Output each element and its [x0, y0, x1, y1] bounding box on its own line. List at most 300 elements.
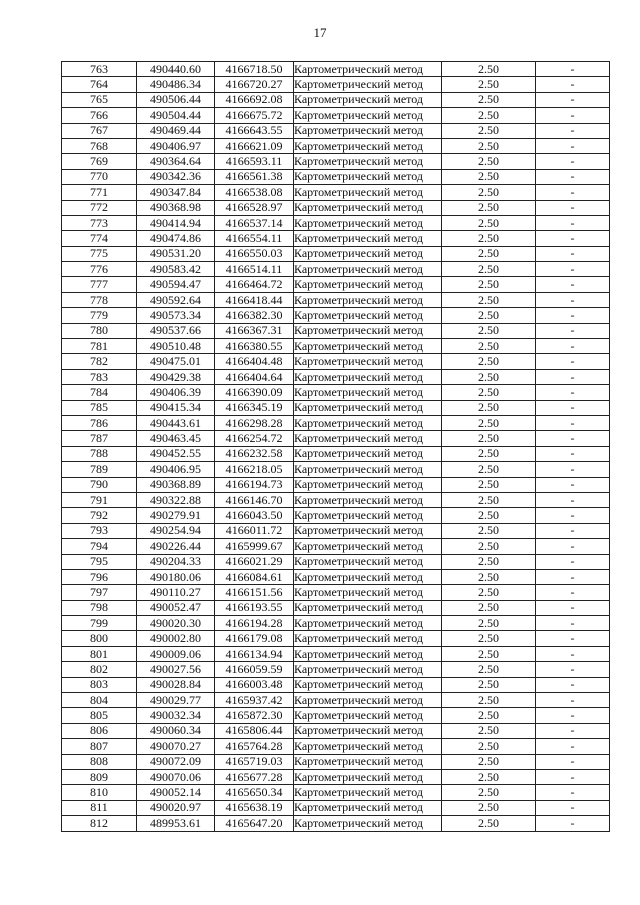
point-number-cell: 802	[62, 662, 137, 677]
table-row	[62, 523, 610, 538]
note-cell: -	[536, 723, 610, 738]
point-number-cell: 765	[62, 92, 137, 107]
method-cell: Картометрический метод	[294, 462, 442, 477]
y-coordinate-cell: 4166084.61	[215, 569, 294, 584]
point-number-cell: 785	[62, 400, 137, 415]
method-cell: Картометрический метод	[294, 492, 442, 507]
y-coordinate-cell: 4165650.34	[215, 785, 294, 800]
point-number-cell: 801	[62, 646, 137, 661]
point-number-cell: 807	[62, 739, 137, 754]
x-coordinate-cell: 490110.27	[137, 585, 215, 600]
y-coordinate-cell: 4166218.05	[215, 462, 294, 477]
accuracy-cell: 2.50	[442, 477, 536, 492]
y-coordinate-cell: 4166179.08	[215, 631, 294, 646]
method-cell: Картометрический метод	[294, 508, 442, 523]
accuracy-cell: 2.50	[442, 723, 536, 738]
table-row	[62, 739, 610, 754]
method-cell: Картометрический метод	[294, 215, 442, 230]
method-cell: Картометрический метод	[294, 646, 442, 661]
accuracy-cell: 2.50	[442, 769, 536, 784]
x-coordinate-cell: 490406.39	[137, 385, 215, 400]
accuracy-cell: 2.50	[442, 62, 536, 77]
accuracy-cell: 2.50	[442, 231, 536, 246]
table-row	[62, 646, 610, 661]
point-number-cell: 812	[62, 816, 137, 831]
table-row	[62, 769, 610, 784]
x-coordinate-cell: 490020.97	[137, 800, 215, 815]
x-coordinate-cell: 490463.45	[137, 431, 215, 446]
table-row	[62, 492, 610, 507]
y-coordinate-cell: 4166059.59	[215, 662, 294, 677]
table-row	[62, 446, 610, 461]
method-cell: Картометрический метод	[294, 108, 442, 123]
accuracy-cell: 2.50	[442, 539, 536, 554]
accuracy-cell: 2.50	[442, 600, 536, 615]
note-cell: -	[536, 477, 610, 492]
x-coordinate-cell: 490414.94	[137, 215, 215, 230]
method-cell: Картометрический метод	[294, 816, 442, 831]
accuracy-cell: 2.50	[442, 123, 536, 138]
y-coordinate-cell: 4165677.28	[215, 769, 294, 784]
point-number-cell: 783	[62, 369, 137, 384]
y-coordinate-cell: 4166390.09	[215, 385, 294, 400]
note-cell: -	[536, 138, 610, 153]
note-cell: -	[536, 246, 610, 261]
table-row	[62, 754, 610, 769]
x-coordinate-cell: 490537.66	[137, 323, 215, 338]
table-row	[62, 723, 610, 738]
x-coordinate-cell: 490322.88	[137, 492, 215, 507]
note-cell: -	[536, 554, 610, 569]
x-coordinate-cell: 490060.34	[137, 723, 215, 738]
y-coordinate-cell: 4165719.03	[215, 754, 294, 769]
accuracy-cell: 2.50	[442, 693, 536, 708]
accuracy-cell: 2.50	[442, 215, 536, 230]
x-coordinate-cell: 490029.77	[137, 693, 215, 708]
method-cell: Картометрический метод	[294, 708, 442, 723]
table-row	[62, 569, 610, 584]
y-coordinate-cell: 4165999.67	[215, 539, 294, 554]
table-row	[62, 323, 610, 338]
point-number-cell: 809	[62, 769, 137, 784]
x-coordinate-cell: 490474.86	[137, 231, 215, 246]
y-coordinate-cell: 4166003.48	[215, 677, 294, 692]
method-cell: Картометрический метод	[294, 739, 442, 754]
x-coordinate-cell: 490070.27	[137, 739, 215, 754]
table-row	[62, 508, 610, 523]
y-coordinate-cell: 4166380.55	[215, 339, 294, 354]
note-cell: -	[536, 108, 610, 123]
point-number-cell: 764	[62, 77, 137, 92]
point-number-cell: 763	[62, 62, 137, 77]
table-row	[62, 62, 610, 77]
y-coordinate-cell: 4166134.94	[215, 646, 294, 661]
method-cell: Картометрический метод	[294, 323, 442, 338]
x-coordinate-cell: 490009.06	[137, 646, 215, 661]
point-number-cell: 781	[62, 339, 137, 354]
y-coordinate-cell: 4166367.31	[215, 323, 294, 338]
note-cell: -	[536, 523, 610, 538]
table-row	[62, 477, 610, 492]
accuracy-cell: 2.50	[442, 385, 536, 400]
method-cell: Картометрический метод	[294, 539, 442, 554]
accuracy-cell: 2.50	[442, 77, 536, 92]
x-coordinate-cell: 490020.30	[137, 616, 215, 631]
x-coordinate-cell: 490592.64	[137, 292, 215, 307]
coordinates-table-body	[62, 62, 610, 832]
note-cell: -	[536, 616, 610, 631]
accuracy-cell: 2.50	[442, 816, 536, 831]
x-coordinate-cell: 490226.44	[137, 539, 215, 554]
table-row	[62, 600, 610, 615]
note-cell: -	[536, 631, 610, 646]
accuracy-cell: 2.50	[442, 138, 536, 153]
table-row	[62, 215, 610, 230]
accuracy-cell: 2.50	[442, 169, 536, 184]
y-coordinate-cell: 4166404.48	[215, 354, 294, 369]
y-coordinate-cell: 4166718.50	[215, 62, 294, 77]
note-cell: -	[536, 123, 610, 138]
table-row	[62, 354, 610, 369]
accuracy-cell: 2.50	[442, 308, 536, 323]
point-number-cell: 792	[62, 508, 137, 523]
accuracy-cell: 2.50	[442, 646, 536, 661]
accuracy-cell: 2.50	[442, 492, 536, 507]
y-coordinate-cell: 4166151.56	[215, 585, 294, 600]
note-cell: -	[536, 354, 610, 369]
note-cell: -	[536, 785, 610, 800]
note-cell: -	[536, 323, 610, 338]
table-row	[62, 785, 610, 800]
method-cell: Картометрический метод	[294, 385, 442, 400]
point-number-cell: 774	[62, 231, 137, 246]
x-coordinate-cell: 490531.20	[137, 246, 215, 261]
method-cell: Картометрический метод	[294, 77, 442, 92]
point-number-cell: 772	[62, 200, 137, 215]
note-cell: -	[536, 708, 610, 723]
y-coordinate-cell: 4166193.55	[215, 600, 294, 615]
y-coordinate-cell: 4166528.97	[215, 200, 294, 215]
y-coordinate-cell: 4166514.11	[215, 262, 294, 277]
method-cell: Картометрический метод	[294, 800, 442, 815]
table-row	[62, 108, 610, 123]
point-number-cell: 779	[62, 308, 137, 323]
y-coordinate-cell: 4166720.27	[215, 77, 294, 92]
table-row	[62, 308, 610, 323]
point-number-cell: 768	[62, 138, 137, 153]
method-cell: Картометрический метод	[294, 200, 442, 215]
method-cell: Картометрический метод	[294, 415, 442, 430]
accuracy-cell: 2.50	[442, 354, 536, 369]
note-cell: -	[536, 369, 610, 384]
accuracy-cell: 2.50	[442, 369, 536, 384]
point-number-cell: 771	[62, 185, 137, 200]
x-coordinate-cell: 490440.60	[137, 62, 215, 77]
note-cell: -	[536, 292, 610, 307]
x-coordinate-cell: 490443.61	[137, 415, 215, 430]
note-cell: -	[536, 754, 610, 769]
y-coordinate-cell: 4165937.42	[215, 693, 294, 708]
x-coordinate-cell: 490279.91	[137, 508, 215, 523]
note-cell: -	[536, 154, 610, 169]
method-cell: Картометрический метод	[294, 677, 442, 692]
note-cell: -	[536, 646, 610, 661]
table-row	[62, 231, 610, 246]
table-row	[62, 415, 610, 430]
method-cell: Картометрический метод	[294, 154, 442, 169]
x-coordinate-cell: 490052.14	[137, 785, 215, 800]
accuracy-cell: 2.50	[442, 431, 536, 446]
x-coordinate-cell: 490204.33	[137, 554, 215, 569]
accuracy-cell: 2.50	[442, 246, 536, 261]
point-number-cell: 789	[62, 462, 137, 477]
method-cell: Картометрический метод	[294, 292, 442, 307]
method-cell: Картометрический метод	[294, 246, 442, 261]
method-cell: Картометрический метод	[294, 277, 442, 292]
y-coordinate-cell: 4166593.11	[215, 154, 294, 169]
note-cell: -	[536, 800, 610, 815]
accuracy-cell: 2.50	[442, 200, 536, 215]
method-cell: Картометрический метод	[294, 446, 442, 461]
point-number-cell: 804	[62, 693, 137, 708]
y-coordinate-cell: 4166561.38	[215, 169, 294, 184]
method-cell: Картометрический метод	[294, 185, 442, 200]
method-cell: Картометрический метод	[294, 569, 442, 584]
table-row	[62, 154, 610, 169]
accuracy-cell: 2.50	[442, 400, 536, 415]
y-coordinate-cell: 4166254.72	[215, 431, 294, 446]
x-coordinate-cell: 490406.97	[137, 138, 215, 153]
method-cell: Картометрический метод	[294, 477, 442, 492]
method-cell: Картометрический метод	[294, 693, 442, 708]
note-cell: -	[536, 462, 610, 477]
table-row	[62, 708, 610, 723]
method-cell: Картометрический метод	[294, 523, 442, 538]
note-cell: -	[536, 739, 610, 754]
method-cell: Картометрический метод	[294, 554, 442, 569]
method-cell: Картометрический метод	[294, 754, 442, 769]
accuracy-cell: 2.50	[442, 585, 536, 600]
accuracy-cell: 2.50	[442, 800, 536, 815]
y-coordinate-cell: 4166643.55	[215, 123, 294, 138]
accuracy-cell: 2.50	[442, 754, 536, 769]
x-coordinate-cell: 490070.06	[137, 769, 215, 784]
method-cell: Картометрический метод	[294, 308, 442, 323]
accuracy-cell: 2.50	[442, 262, 536, 277]
accuracy-cell: 2.50	[442, 554, 536, 569]
y-coordinate-cell: 4166146.70	[215, 492, 294, 507]
accuracy-cell: 2.50	[442, 446, 536, 461]
note-cell: -	[536, 769, 610, 784]
table-row	[62, 369, 610, 384]
x-coordinate-cell: 490027.56	[137, 662, 215, 677]
method-cell: Картометрический метод	[294, 369, 442, 384]
accuracy-cell: 2.50	[442, 185, 536, 200]
accuracy-cell: 2.50	[442, 631, 536, 646]
table-row	[62, 554, 610, 569]
note-cell: -	[536, 662, 610, 677]
method-cell: Картометрический метод	[294, 231, 442, 246]
point-number-cell: 790	[62, 477, 137, 492]
y-coordinate-cell: 4166194.73	[215, 477, 294, 492]
table-row	[62, 462, 610, 477]
point-number-cell: 773	[62, 215, 137, 230]
point-number-cell: 798	[62, 600, 137, 615]
note-cell: -	[536, 308, 610, 323]
point-number-cell: 808	[62, 754, 137, 769]
y-coordinate-cell: 4165647.20	[215, 816, 294, 831]
x-coordinate-cell: 490028.84	[137, 677, 215, 692]
table-row	[62, 585, 610, 600]
y-coordinate-cell: 4165872.30	[215, 708, 294, 723]
note-cell: -	[536, 339, 610, 354]
table-row	[62, 631, 610, 646]
method-cell: Картометрический метод	[294, 339, 442, 354]
y-coordinate-cell: 4166011.72	[215, 523, 294, 538]
table-row	[62, 200, 610, 215]
y-coordinate-cell: 4165638.19	[215, 800, 294, 815]
note-cell: -	[536, 693, 610, 708]
note-cell: -	[536, 62, 610, 77]
point-number-cell: 803	[62, 677, 137, 692]
accuracy-cell: 2.50	[442, 108, 536, 123]
note-cell: -	[536, 200, 610, 215]
table-row	[62, 816, 610, 831]
table-row	[62, 277, 610, 292]
note-cell: -	[536, 277, 610, 292]
x-coordinate-cell: 490406.95	[137, 462, 215, 477]
method-cell: Картометрический метод	[294, 354, 442, 369]
note-cell: -	[536, 262, 610, 277]
x-coordinate-cell: 490504.44	[137, 108, 215, 123]
x-coordinate-cell: 490469.44	[137, 123, 215, 138]
x-coordinate-cell: 490368.89	[137, 477, 215, 492]
y-coordinate-cell: 4166675.72	[215, 108, 294, 123]
y-coordinate-cell: 4166538.08	[215, 185, 294, 200]
point-number-cell: 784	[62, 385, 137, 400]
accuracy-cell: 2.50	[442, 415, 536, 430]
point-number-cell: 776	[62, 262, 137, 277]
point-number-cell: 770	[62, 169, 137, 184]
point-number-cell: 795	[62, 554, 137, 569]
point-number-cell: 769	[62, 154, 137, 169]
point-number-cell: 777	[62, 277, 137, 292]
accuracy-cell: 2.50	[442, 739, 536, 754]
accuracy-cell: 2.50	[442, 508, 536, 523]
y-coordinate-cell: 4166021.29	[215, 554, 294, 569]
table-row	[62, 800, 610, 815]
y-coordinate-cell: 4166194.28	[215, 616, 294, 631]
method-cell: Картометрический метод	[294, 92, 442, 107]
method-cell: Картометрический метод	[294, 62, 442, 77]
x-coordinate-cell: 490002.80	[137, 631, 215, 646]
note-cell: -	[536, 215, 610, 230]
page-number: 17	[313, 25, 327, 40]
x-coordinate-cell: 490506.44	[137, 92, 215, 107]
method-cell: Картометрический метод	[294, 769, 442, 784]
accuracy-cell: 2.50	[442, 569, 536, 584]
point-number-cell: 778	[62, 292, 137, 307]
x-coordinate-cell: 490254.94	[137, 523, 215, 538]
method-cell: Картометрический метод	[294, 262, 442, 277]
point-number-cell: 775	[62, 246, 137, 261]
table-row	[62, 339, 610, 354]
accuracy-cell: 2.50	[442, 323, 536, 338]
y-coordinate-cell: 4166298.28	[215, 415, 294, 430]
note-cell: -	[536, 569, 610, 584]
point-number-cell: 794	[62, 539, 137, 554]
method-cell: Картометрический метод	[294, 662, 442, 677]
x-coordinate-cell: 490052.47	[137, 600, 215, 615]
table-row	[62, 77, 610, 92]
table-row	[62, 185, 610, 200]
table-row	[62, 677, 610, 692]
table-row	[62, 262, 610, 277]
y-coordinate-cell: 4165764.28	[215, 739, 294, 754]
note-cell: -	[536, 677, 610, 692]
y-coordinate-cell: 4166621.09	[215, 138, 294, 153]
point-number-cell: 796	[62, 569, 137, 584]
note-cell: -	[536, 431, 610, 446]
point-number-cell: 787	[62, 431, 137, 446]
point-number-cell: 797	[62, 585, 137, 600]
x-coordinate-cell: 490032.34	[137, 708, 215, 723]
point-number-cell: 782	[62, 354, 137, 369]
y-coordinate-cell: 4166418.44	[215, 292, 294, 307]
x-coordinate-cell: 490573.34	[137, 308, 215, 323]
table-row	[62, 246, 610, 261]
note-cell: -	[536, 185, 610, 200]
note-cell: -	[536, 92, 610, 107]
y-coordinate-cell: 4165806.44	[215, 723, 294, 738]
x-coordinate-cell: 490368.98	[137, 200, 215, 215]
note-cell: -	[536, 385, 610, 400]
method-cell: Картометрический метод	[294, 631, 442, 646]
accuracy-cell: 2.50	[442, 277, 536, 292]
table-row	[62, 169, 610, 184]
x-coordinate-cell: 490429.38	[137, 369, 215, 384]
accuracy-cell: 2.50	[442, 708, 536, 723]
method-cell: Картометрический метод	[294, 138, 442, 153]
x-coordinate-cell: 490415.34	[137, 400, 215, 415]
x-coordinate-cell: 490452.55	[137, 446, 215, 461]
coordinates-table	[61, 61, 610, 832]
accuracy-cell: 2.50	[442, 462, 536, 477]
table-row	[62, 431, 610, 446]
accuracy-cell: 2.50	[442, 154, 536, 169]
y-coordinate-cell: 4166345.19	[215, 400, 294, 415]
table-row	[62, 400, 610, 415]
note-cell: -	[536, 415, 610, 430]
point-number-cell: 766	[62, 108, 137, 123]
point-number-cell: 793	[62, 523, 137, 538]
table-row	[62, 662, 610, 677]
method-cell: Картометрический метод	[294, 785, 442, 800]
note-cell: -	[536, 400, 610, 415]
y-coordinate-cell: 4166550.03	[215, 246, 294, 261]
point-number-cell: 806	[62, 723, 137, 738]
note-cell: -	[536, 492, 610, 507]
x-coordinate-cell: 490583.42	[137, 262, 215, 277]
note-cell: -	[536, 508, 610, 523]
note-cell: -	[536, 231, 610, 246]
point-number-cell: 800	[62, 631, 137, 646]
point-number-cell: 799	[62, 616, 137, 631]
y-coordinate-cell: 4166232.58	[215, 446, 294, 461]
y-coordinate-cell: 4166404.64	[215, 369, 294, 384]
table-row	[62, 539, 610, 554]
method-cell: Картометрический метод	[294, 723, 442, 738]
